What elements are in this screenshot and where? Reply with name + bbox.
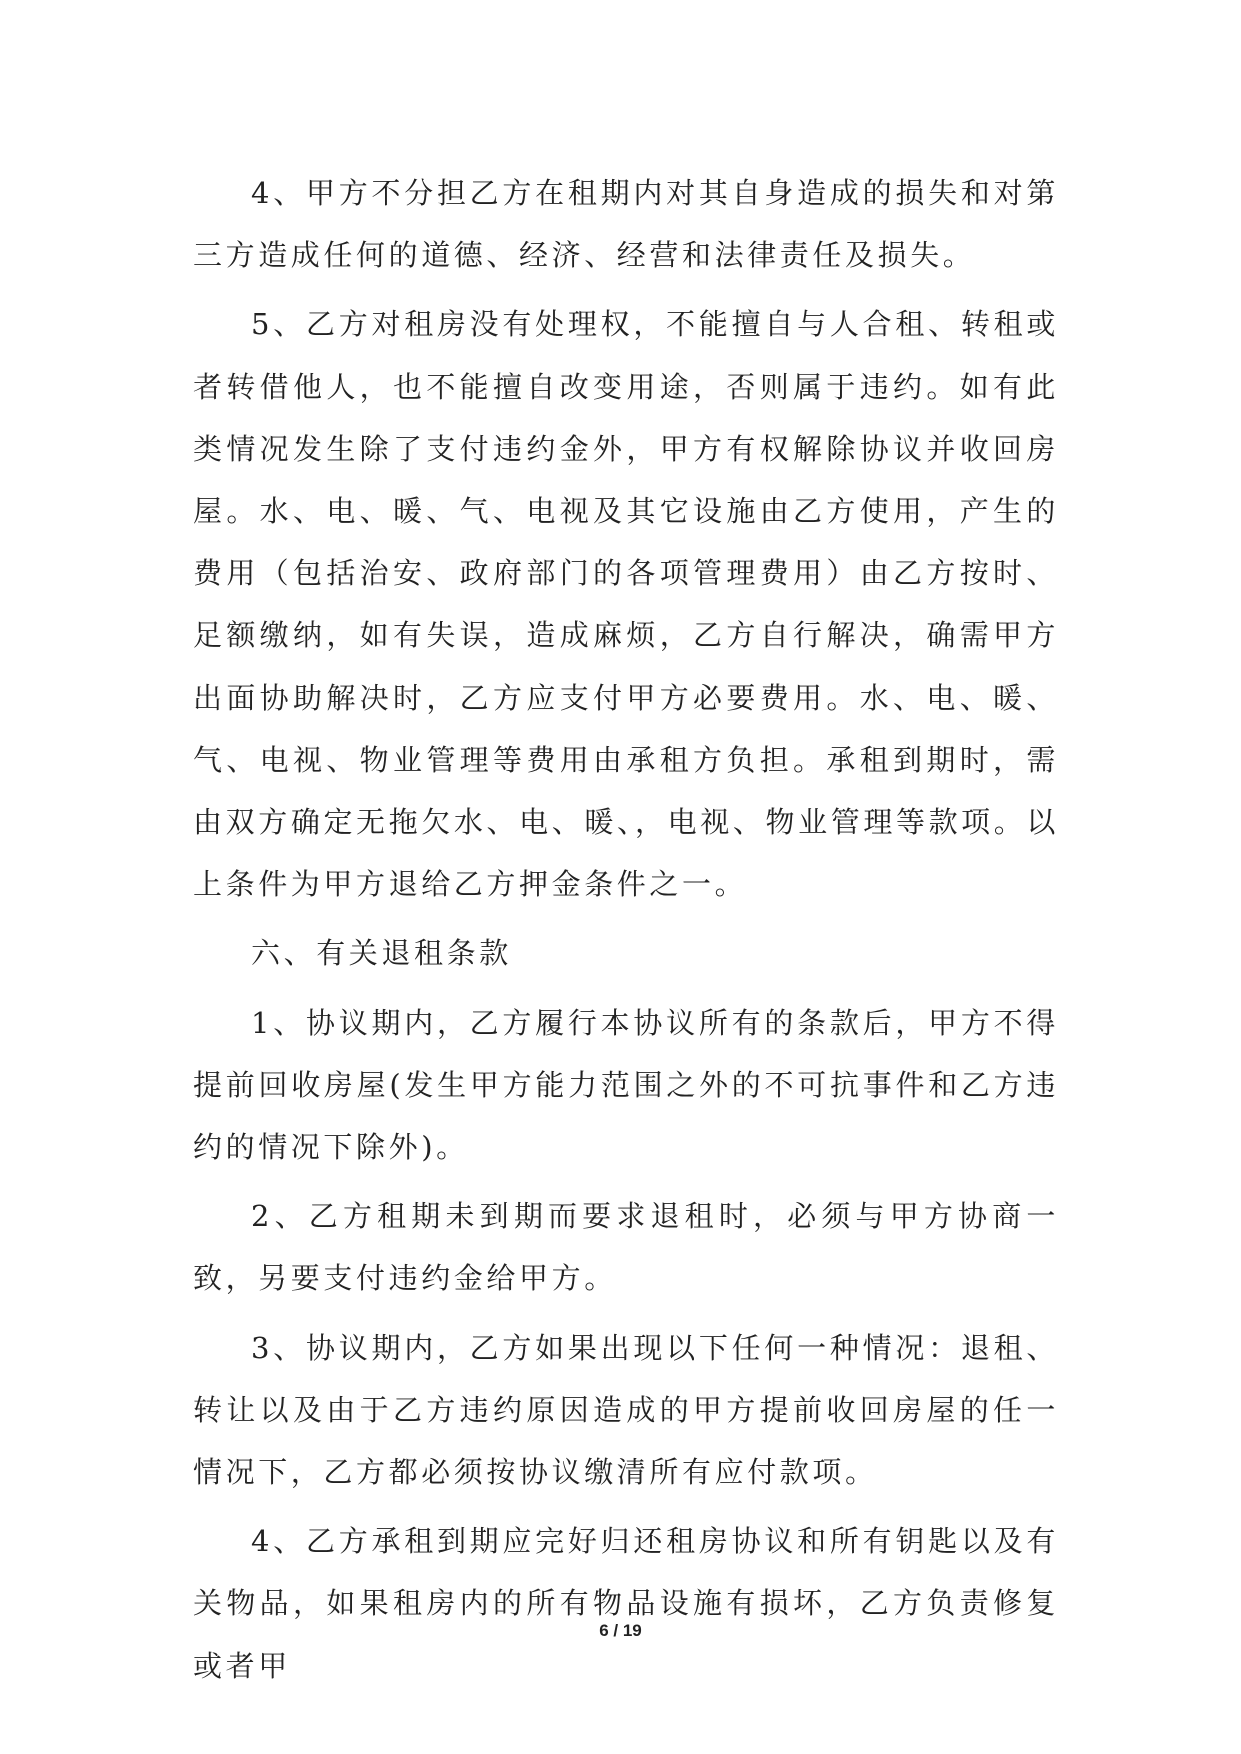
termination-clause-3: 3、协议期内，乙方如果出现以下任何一种情况：退租、转让以及由于乙方违约原因造成的甲方提前收回房屋的任一情况下，乙方都必须按协议缴清所有应付款项。	[193, 1330, 1059, 1490]
page-number: 6 / 19	[599, 1621, 642, 1640]
termination-clause-1: 1、协议期内，乙方履行本协议所有的条款后，甲方不得提前回收房屋(发生甲方能力范围之外的不可抗事件和乙方违约的情况下除外)。	[193, 1005, 1059, 1165]
clause-5-rights-and-fees: 5、乙方对租房没有处理权，不能擅自与人合租、转租或者转借他人，也不能擅自改变用途，否则属于违约。如有此类情况发生除了支付违约金外，甲方有权解除协议并收回房屋。水、电、暖、气、电视及其它设施由乙方使用，产生的费用（包括治安、政府部门的各项管理费用）由乙方按时、足额缴纳，如有失误，造成麻烦，乙方自行解决，确需甲方出面协助解决时，乙方应支付甲方必要费用。水、电、暖、气、电视、物业管理等费用由承租方负担。承租到期时，需由双方确定无拖欠水、电、暖、，电视、物业管理等款项。以上条件为甲方退给乙方押金条件之一。	[193, 307, 1059, 902]
clause-4-liability: 4、甲方不分担乙方在租期内对其自身造成的损失和对第三方造成任何的道德、经济、经营和法律责任及损失。	[193, 176, 1059, 273]
termination-clause-2: 2、乙方租期未到期而要求退租时，必须与甲方协商一致，另要支付违约金给甲方。	[193, 1199, 1059, 1296]
section-heading-termination: 六、有关退租条款	[251, 936, 512, 971]
termination-clause-4: 4、乙方承租到期应完好归还租房协议和所有钥匙以及有关物品，如果租房内的所有物品设施有损坏，乙方负责修复或者甲	[193, 1524, 1059, 1683]
document-body	[193, 162, 1059, 1697]
